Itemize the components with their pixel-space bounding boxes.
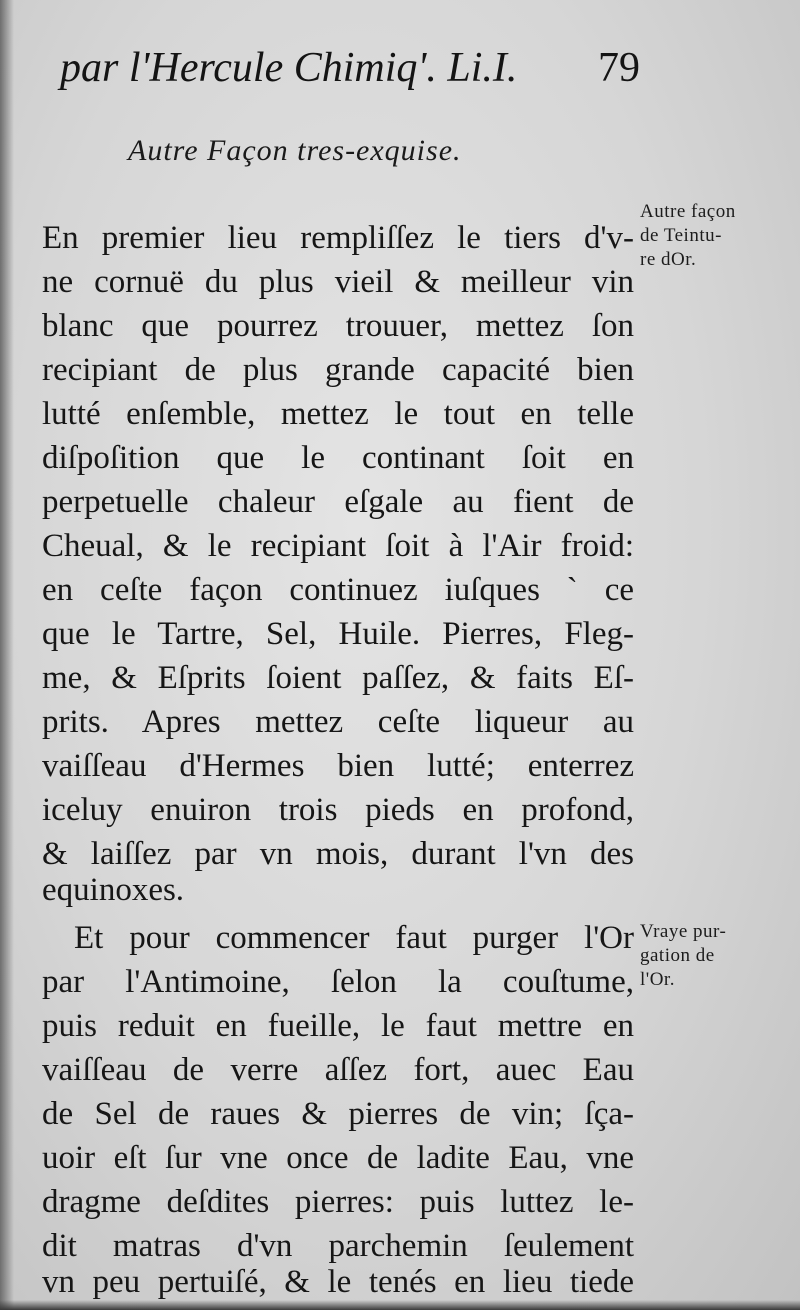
text-line: recipiant de plus grande capacité bien	[42, 352, 634, 388]
text-line: iceluy enuiron trois pieds en profond,	[42, 792, 634, 828]
text-line: uoir eſt ſur vne once de ladite Eau, vne	[42, 1140, 634, 1176]
margin-note-line: de Teintu-	[640, 225, 722, 246]
text-line: vaiſſeau d'Hermes bien lutté; enterrez	[42, 748, 634, 784]
page-bottom-shadow	[0, 1300, 800, 1310]
text-line: & laiſſez par vn mois, durant l'vn des	[42, 836, 634, 872]
text-line: dragme deſdites pierres: puis luttez le-	[42, 1184, 634, 1220]
text-line: En premier lieu rempliſſez le tiers d'v-	[42, 220, 634, 256]
text-line: perpetuelle chaleur eſgale au fient de	[42, 484, 634, 520]
margin-note-line: re dOr.	[640, 249, 697, 270]
page-gutter-shadow	[0, 0, 14, 1310]
text-line: vaiſſeau de verre aſſez fort, auec Eau	[42, 1052, 634, 1088]
text-line: ne cornuë du plus vieil & meilleur vin	[42, 264, 634, 300]
text-line: diſpoſition que le continant ſoit en	[42, 440, 634, 476]
text-line: de Sel de raues & pierres de vin; ſça-	[42, 1096, 634, 1132]
text-line: puis reduit en fueille, le faut mettre en	[42, 1008, 634, 1044]
margin-note-line: l'Or.	[640, 969, 675, 990]
text-line: blanc que pourrez trouuer, mettez ſon	[42, 308, 634, 344]
section-title: Autre Façon tres-exquise.	[128, 134, 462, 167]
text-line: dit matras d'vn parchemin ſeulement	[42, 1228, 634, 1264]
text-line: equinoxes.	[42, 872, 185, 908]
margin-note-line: Autre façon	[640, 201, 736, 222]
text-line: vn peu pertuiſé, & le tenés en lieu tiede	[42, 1264, 634, 1300]
text-line: en ceſte façon continuez iuſques ` ce	[42, 572, 634, 608]
running-header-title: par l'Hercule Chimiq'. Li.I.	[60, 45, 518, 91]
text-line: Cheual, & le recipiant ſoit à l'Air froid:	[42, 528, 634, 564]
text-line: me, & Eſprits ſoient paſſez, & faits Eſ-	[42, 660, 634, 696]
running-header	[60, 38, 640, 98]
text-line: Et pour commencer faut purger l'Or	[74, 920, 634, 956]
text-line: par l'Antimoine, ſelon la couſtume,	[42, 964, 634, 1000]
margin-note-line: gation de	[640, 945, 715, 966]
text-line: que le Tartre, Sel, Huile. Pierres, Fleg-	[42, 616, 634, 652]
page-number: 79	[598, 45, 640, 91]
text-line: prits. Apres mettez ceſte liqueur au	[42, 704, 634, 740]
margin-note-line: Vraye pur-	[640, 921, 727, 942]
text-line: lutté enſemble, mettez le tout en telle	[42, 396, 634, 432]
